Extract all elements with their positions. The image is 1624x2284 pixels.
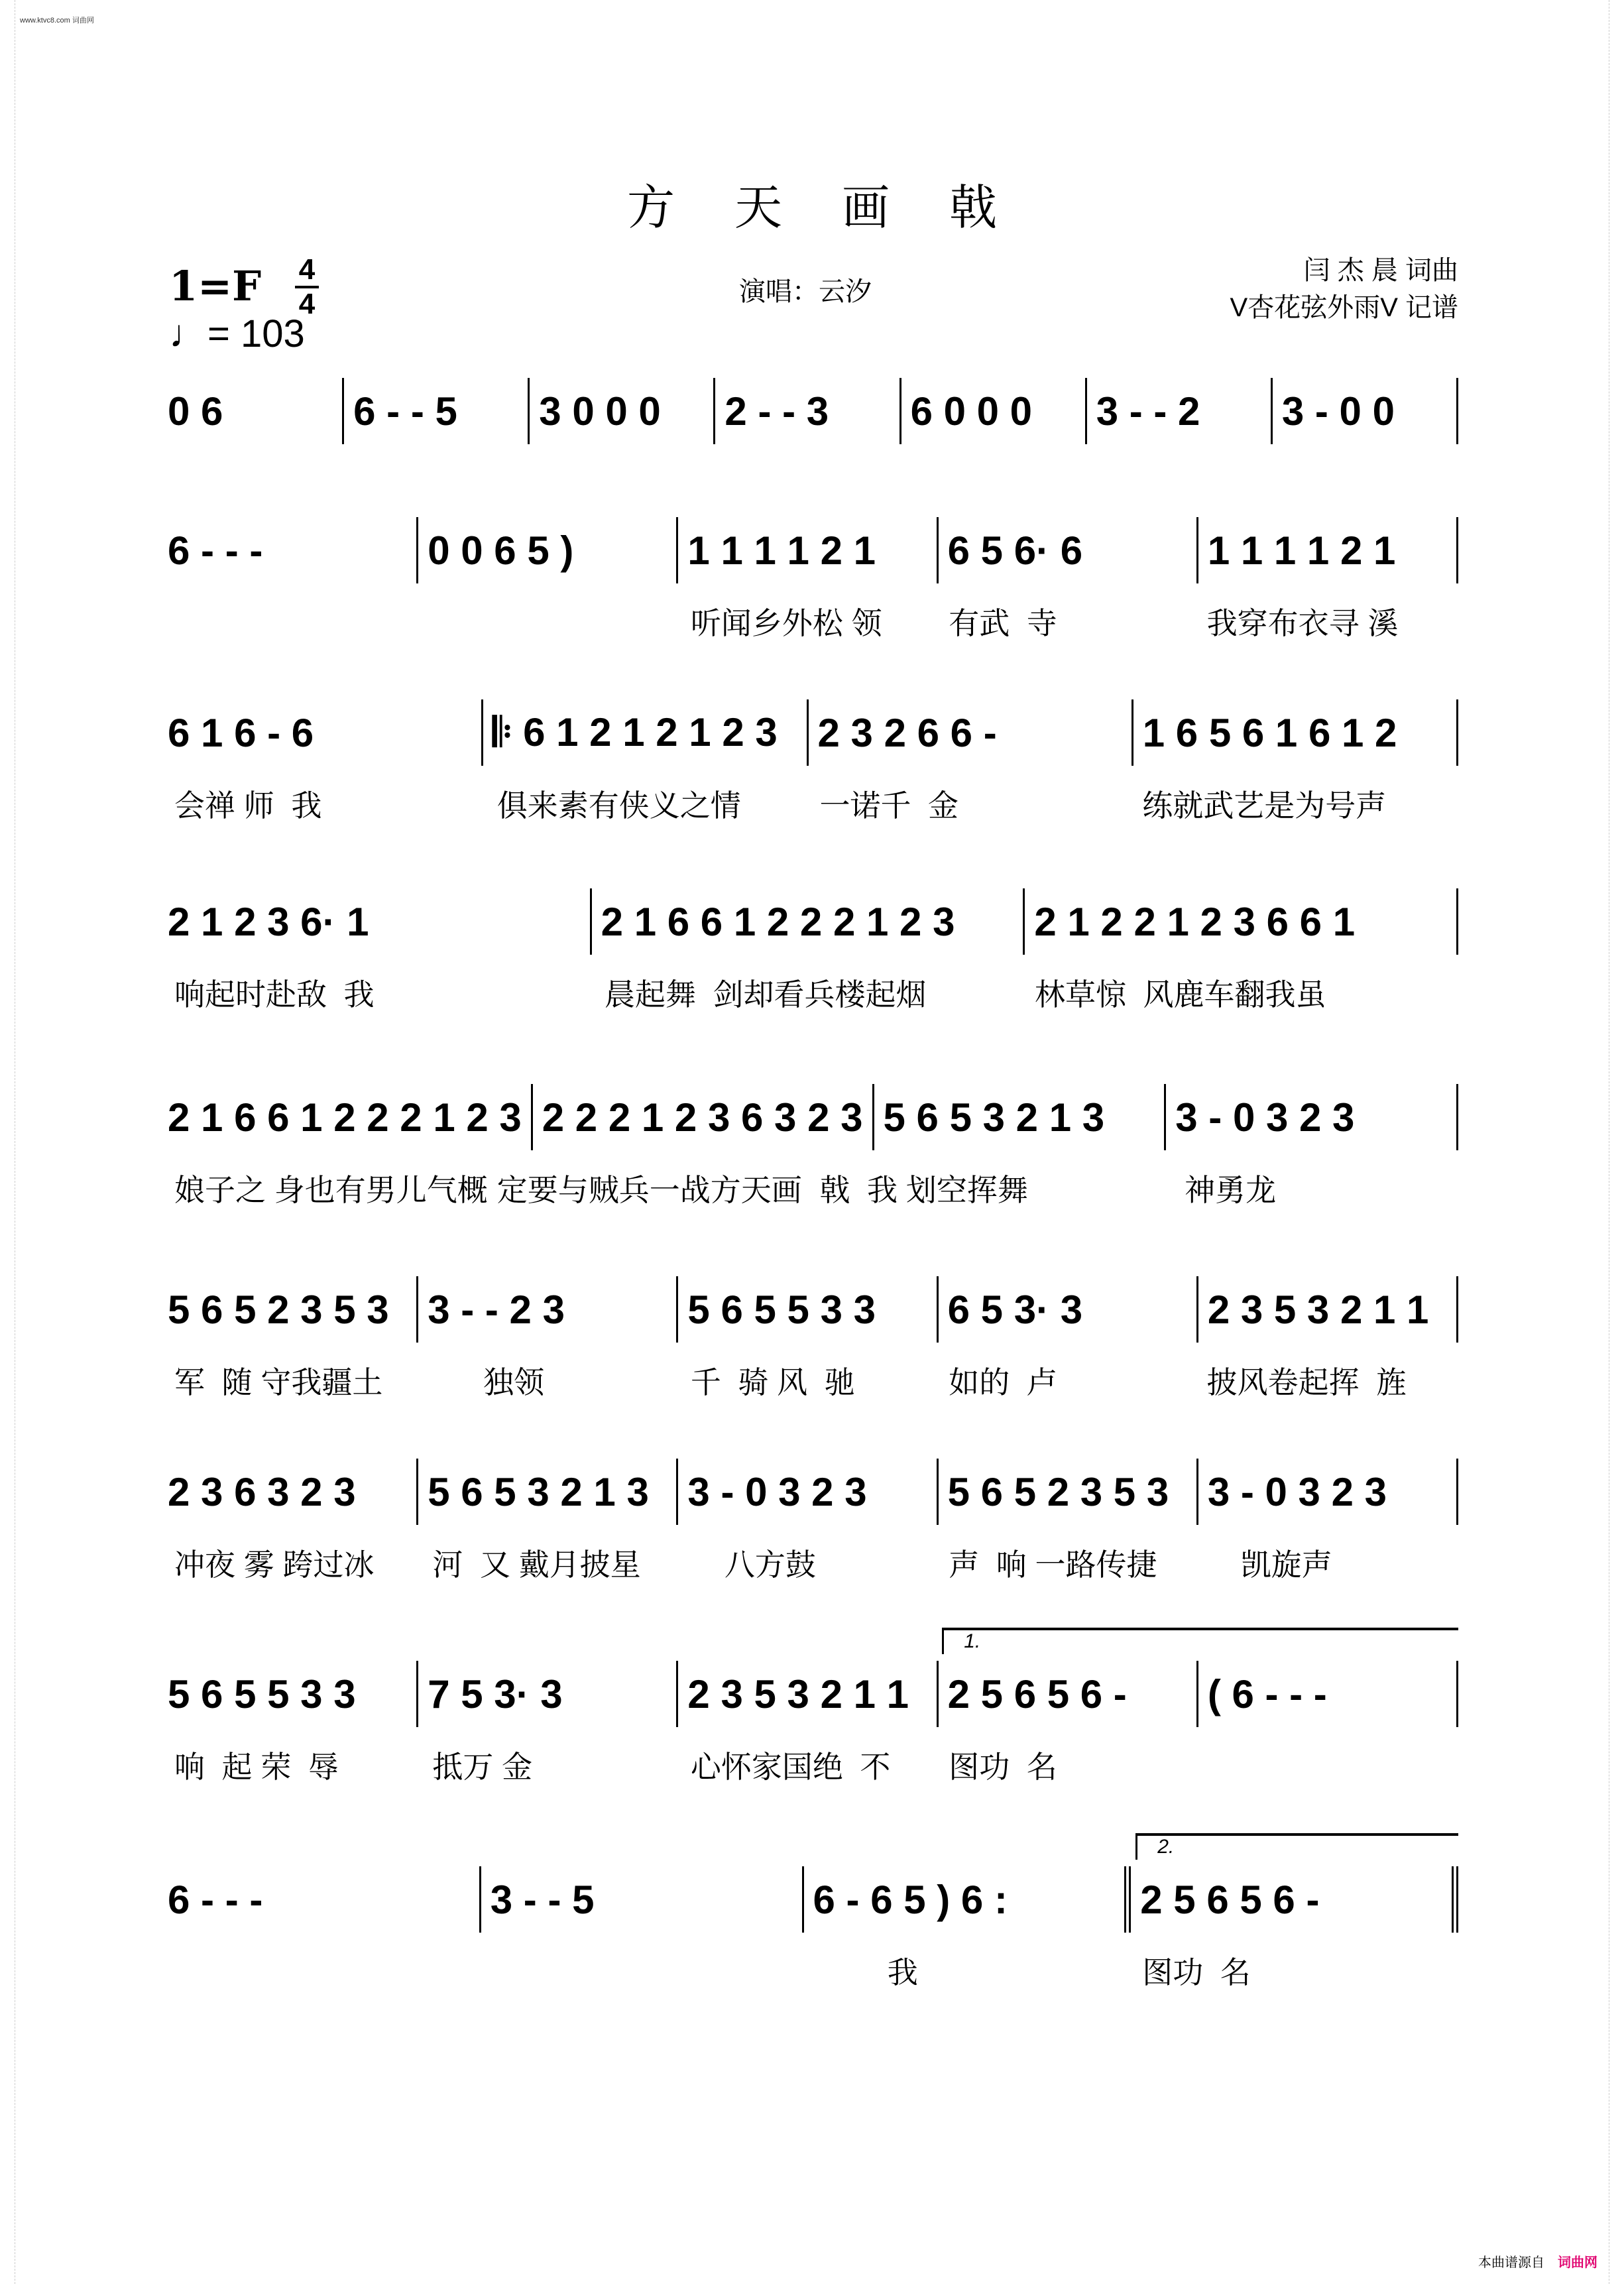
measure: 3 0 0 0 xyxy=(530,378,715,444)
meter-top: 4 xyxy=(298,253,316,286)
lyric: 响 起 荣 辱 xyxy=(174,1750,339,1784)
staff-line xyxy=(168,1283,1458,1402)
lyric: 俱来素有侠义之情 xyxy=(496,788,741,823)
measure: 7 5 3· 3 xyxy=(418,1661,678,1727)
page-border-left xyxy=(0,0,15,2284)
lyric: 娘子之 身也有男儿气概 xyxy=(174,1173,488,1207)
measure: 5 6 5 2 3 5 3 xyxy=(168,1276,418,1343)
meter-bottom: 4 xyxy=(298,288,316,320)
volta-bracket: 1. xyxy=(942,1628,1458,1654)
tempo-marking: ♩= 103 xyxy=(169,312,305,355)
lyric: 林草惊 风鹿车翻我虽 xyxy=(1035,977,1326,1012)
measure: 2 3 2 6 6 - xyxy=(809,699,1133,766)
measure: 6 0 0 0 xyxy=(901,378,1087,444)
measure: 2 1 2 2 1 2 3 6 6 1 xyxy=(1025,888,1458,955)
measure: 1 6 5 6 1 6 1 2 xyxy=(1133,699,1458,766)
measure: 3 - 0 3 2 3 xyxy=(1198,1459,1458,1525)
measure: 2 2 2 1 2 3 6 3 2 3 xyxy=(533,1084,874,1150)
staff-line xyxy=(168,895,1458,1014)
measure: 3 - 0 0 xyxy=(1273,378,1458,444)
lyric: 听闻乡外松 领 xyxy=(690,606,882,640)
lyric: 披风卷起挥 旌 xyxy=(1206,1365,1407,1400)
footer-source: 本曲谱源自 xyxy=(1478,2255,1544,2270)
lyric: 心怀家国绝 不 xyxy=(690,1750,891,1784)
measure: 3 - - 2 3 xyxy=(418,1276,678,1343)
page-border-right xyxy=(1609,0,1624,2284)
lyric: 凯旋声 xyxy=(1206,1547,1332,1582)
lyric: 八方鼓 xyxy=(690,1547,816,1582)
measure: 3 - - 2 xyxy=(1087,378,1273,444)
measure: 3 - 0 3 2 3 xyxy=(1166,1084,1458,1150)
measure: 0 0 6 5 ) xyxy=(418,517,678,583)
lyric: 有武 寺 xyxy=(949,606,1057,640)
measure: 6 - - 5 xyxy=(344,378,530,444)
measure: 2 1 2 3 6· 1 xyxy=(168,888,592,955)
staff-line xyxy=(168,1091,1458,1210)
lyric: 图功 名 xyxy=(949,1750,1057,1784)
lyric xyxy=(426,599,683,643)
staff-line xyxy=(168,1630,1458,1787)
measure: 6 - - - xyxy=(168,517,418,583)
lyric: 抵万 金 xyxy=(432,1750,533,1784)
volta-bracket: 2. xyxy=(1135,1833,1458,1860)
watermark: www.ktvc8.com 词曲网 xyxy=(20,17,94,25)
measure: 5 6 5 3 2 1 3 xyxy=(874,1084,1167,1150)
measure: 1 1 1 1 2 1 xyxy=(1198,517,1458,583)
song-title: 方天画戟 xyxy=(626,182,1057,235)
lyric: 我穿布衣寻 溪 xyxy=(1206,606,1399,640)
measure: 2 5 6 5 6 - xyxy=(1131,1866,1458,1933)
lyric: 河 又 戴月披星 xyxy=(432,1547,641,1582)
lyric: 练就武艺是为号声 xyxy=(1142,788,1387,823)
credits xyxy=(1230,252,1458,326)
measure: 6 1 6 - 6 xyxy=(168,699,483,766)
measure: 5 6 5 5 3 3 xyxy=(168,1661,418,1727)
staff-line xyxy=(168,706,1458,825)
measure: ( 6 - - - xyxy=(1198,1661,1458,1727)
footer-site: 词曲网 xyxy=(1558,2255,1597,2270)
lyric: 声 响 一路传捷 xyxy=(949,1547,1157,1582)
lyric: 会禅 师 我 xyxy=(174,788,322,823)
lyric xyxy=(1200,1743,1458,1787)
measure: 2 3 5 3 2 1 1 xyxy=(678,1661,938,1727)
lyric: 军 随 守我疆土 xyxy=(174,1365,383,1400)
lyric: 千 骑 风 驰 xyxy=(690,1365,855,1400)
lyric: 如的 卢 xyxy=(949,1365,1057,1400)
measure: 3 - - 5 xyxy=(481,1866,804,1933)
measure: 3 - 0 3 2 3 xyxy=(678,1459,938,1525)
singer: 演唱：云汐 xyxy=(739,277,872,306)
lyric: 独领 xyxy=(432,1365,545,1400)
lyric: 响起时赴敌 我 xyxy=(174,977,375,1012)
transcriber: V杏花弦外雨V 记谱 xyxy=(1230,293,1458,322)
lyric: 神勇龙 xyxy=(1142,1173,1277,1207)
measure: 𝄆 6 1 2 1 2 1 2 3 xyxy=(483,699,808,766)
lyric: 图功 名 xyxy=(1142,1955,1251,1990)
time-signature xyxy=(295,255,319,319)
lyric xyxy=(168,599,426,643)
measure: 6 - 6 5 ) 6 : xyxy=(804,1866,1131,1933)
measure: 1 1 1 1 2 1 xyxy=(678,517,938,583)
lyric xyxy=(168,1949,491,1992)
staff-line xyxy=(168,524,1458,643)
measure: 6 - - - xyxy=(168,1866,481,1933)
footer xyxy=(1478,2252,1597,2271)
measure: 5 6 5 5 3 3 xyxy=(678,1276,938,1343)
key-signature: 1=F xyxy=(169,262,262,310)
measure: 2 3 6 3 2 3 xyxy=(168,1459,418,1525)
measure: 5 6 5 3 2 1 3 xyxy=(418,1459,678,1525)
staff-line xyxy=(168,1836,1458,1992)
staff-line xyxy=(168,385,1458,460)
lyric: 冲夜 雾 跨过冰 xyxy=(174,1547,375,1582)
measure: 2 5 6 5 6 - xyxy=(939,1661,1198,1727)
lyric: 一诺千 金 xyxy=(819,788,959,823)
measure: 2 - - 3 xyxy=(715,378,901,444)
lyric: 我 xyxy=(819,1955,918,1990)
measure: 2 3 5 3 2 1 1 xyxy=(1198,1276,1458,1343)
measure: 5 6 5 2 3 5 3 xyxy=(939,1459,1198,1525)
lyric: 定要与贼兵一战方天画 xyxy=(496,1173,802,1207)
lyricist-composer: 闫 杰 晨 词曲 xyxy=(1303,256,1458,285)
lyric: 晨起舞 剑却看兵楼起烟 xyxy=(605,977,927,1012)
measure: 6 5 6· 6 xyxy=(939,517,1198,583)
measure: 0 6 xyxy=(168,378,344,444)
measure: 2 1 6 6 1 2 2 2 1 2 3 xyxy=(592,888,1025,955)
lyric: 戟 我 划空挥舞 xyxy=(819,1173,1028,1207)
staff-line xyxy=(168,1465,1458,1585)
measure: 6 5 3· 3 xyxy=(939,1276,1198,1343)
lyric xyxy=(491,1949,813,1992)
measure: 2 1 6 6 1 2 2 2 1 2 3 xyxy=(168,1084,533,1150)
